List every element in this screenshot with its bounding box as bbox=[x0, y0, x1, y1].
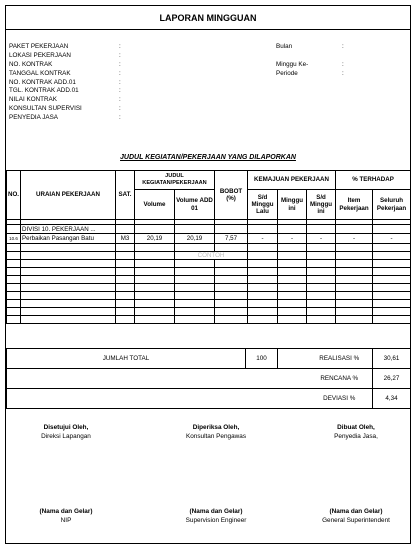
info-label: NO. KONTRAK ADD.01 bbox=[9, 78, 76, 86]
info-colon: : bbox=[119, 87, 121, 95]
signature-checker bbox=[166, 424, 266, 440]
info-colon: : bbox=[119, 96, 121, 104]
cell-no: 10.6 bbox=[7, 234, 21, 244]
rencana-value: 26,27 bbox=[373, 369, 411, 389]
info-colon: : bbox=[119, 60, 121, 68]
signature-name: (Nama dan Gelar) bbox=[189, 508, 243, 515]
info-colon: : bbox=[119, 69, 121, 77]
info-colon: : bbox=[119, 105, 121, 113]
info-row bbox=[9, 52, 129, 61]
info-colon: : bbox=[119, 43, 121, 50]
col-volume-add: Volume ADD 01 bbox=[175, 190, 215, 220]
rencana-label: RENCANA % bbox=[307, 369, 373, 389]
cell-sd-ini: - bbox=[307, 234, 336, 244]
info-row bbox=[9, 105, 129, 114]
info-label: PAKET PEKERJAAN bbox=[9, 43, 69, 50]
info-label: NILAI KONTRAK bbox=[9, 96, 57, 104]
info-row bbox=[9, 114, 129, 123]
cell-volume-add bbox=[175, 225, 215, 234]
signature-id: Supervision Engineer bbox=[185, 517, 247, 524]
signature-role: Penyedia Jasa, bbox=[334, 433, 378, 440]
col-sat: SAT. bbox=[116, 171, 135, 220]
table-row bbox=[7, 284, 411, 292]
signature-heading: Disetujui Oleh, bbox=[43, 424, 89, 431]
signature-maker bbox=[306, 424, 406, 440]
col-seluruh: Seluruh Pekerjaan bbox=[373, 190, 411, 220]
info-colon: : bbox=[342, 43, 344, 50]
info-label: LOKASI PEKERJAAN bbox=[9, 51, 71, 59]
signature-approver-name bbox=[16, 508, 116, 524]
info-label: PENYEDIA JASA bbox=[9, 114, 58, 122]
cell-bobot bbox=[215, 225, 248, 234]
table-row bbox=[7, 316, 411, 324]
jumlah-total-label: JUMLAH TOTAL bbox=[7, 349, 246, 369]
info-label: KONSULTAN SUPERVISI bbox=[9, 105, 82, 113]
col-bobot: BOBOT (%) bbox=[215, 171, 248, 220]
cell-seluruh bbox=[373, 225, 411, 234]
info-label: TANGGAL KONTRAK bbox=[9, 69, 71, 77]
info-label: Minggu Ke- bbox=[276, 60, 309, 68]
cell-sd-lalu: - bbox=[248, 234, 278, 244]
signature-heading: Dibuat Oleh, bbox=[337, 424, 375, 431]
report-title: LAPORAN MINGGUAN bbox=[6, 6, 410, 30]
col-terhadap: % TERHADAP bbox=[336, 171, 411, 190]
info-row bbox=[9, 70, 129, 79]
section-subtitle: JUDUL KEGIATAN/PEKERJAAN YANG DILAPORKAN bbox=[120, 154, 296, 161]
cell-sd-ini bbox=[307, 225, 336, 234]
table-row bbox=[7, 234, 411, 244]
info-row bbox=[9, 43, 129, 52]
table-row bbox=[7, 308, 411, 316]
info-row bbox=[276, 70, 344, 79]
info-row bbox=[276, 52, 344, 61]
report-page bbox=[5, 5, 411, 544]
table-row bbox=[7, 225, 411, 234]
project-info bbox=[9, 43, 129, 123]
col-minggu-ini: Minggu ini bbox=[278, 190, 307, 220]
table-row bbox=[7, 276, 411, 284]
signature-role: Konsultan Pengawas bbox=[185, 433, 247, 440]
progress-table bbox=[6, 170, 411, 324]
info-label: TGL. KONTRAK ADD.01 bbox=[9, 87, 79, 95]
table-row bbox=[7, 268, 411, 276]
signature-maker-name bbox=[306, 508, 406, 524]
cell-volume: 20,19 bbox=[135, 234, 175, 244]
cell-minggu-ini bbox=[278, 225, 307, 234]
info-colon: : bbox=[119, 51, 121, 59]
signature-name: (Nama dan Gelar) bbox=[329, 508, 383, 515]
col-uraian: URAIAN PEKERJAAN bbox=[21, 171, 116, 220]
info-row bbox=[9, 87, 129, 96]
signature-id: General Superintendent bbox=[322, 517, 390, 524]
col-kemajuan: KEMAJUAN PEKERJAAN bbox=[248, 171, 336, 190]
signature-approver bbox=[16, 424, 116, 440]
info-label: Bulan bbox=[276, 43, 293, 50]
col-sd-ini: S/d Minggu ini bbox=[307, 190, 336, 220]
realisasi-label: REALISASI % bbox=[307, 349, 373, 369]
cell-no bbox=[7, 225, 21, 234]
cell-volume-add: 20,19 bbox=[175, 234, 215, 244]
signature-heading: Diperiksa Oleh, bbox=[192, 424, 240, 431]
col-volume: Volume bbox=[135, 190, 175, 220]
watermark: CONTOH bbox=[175, 252, 248, 260]
info-colon: : bbox=[119, 114, 121, 122]
table-row bbox=[7, 260, 411, 268]
info-row bbox=[276, 43, 344, 52]
col-no: NO. bbox=[7, 171, 21, 220]
table-row bbox=[7, 292, 411, 300]
info-colon: : bbox=[119, 78, 121, 86]
table-row bbox=[7, 252, 411, 260]
cell-seluruh: - bbox=[373, 234, 411, 244]
cell-volume bbox=[135, 225, 175, 234]
info-row bbox=[9, 61, 129, 70]
info-label bbox=[276, 52, 342, 61]
cell-sat: M3 bbox=[116, 234, 135, 244]
signature-id: NIP bbox=[60, 517, 72, 524]
info-label: NO. KONTRAK bbox=[9, 60, 53, 68]
col-item: Item Pekerjaan bbox=[336, 190, 373, 220]
cell-uraian: DIVISI 10. PEKERJAAN ... bbox=[21, 225, 116, 234]
deviasi-value: 4,34 bbox=[373, 389, 411, 409]
info-row bbox=[9, 96, 129, 105]
cell-sat bbox=[116, 225, 135, 234]
info-label: Periode bbox=[276, 69, 298, 77]
signature-section bbox=[6, 404, 410, 544]
period-info bbox=[276, 43, 344, 79]
realisasi-value: 30,61 bbox=[373, 349, 411, 369]
cell-item: - bbox=[336, 234, 373, 244]
signature-role: Direksi Lapangan bbox=[41, 433, 91, 440]
cell-item bbox=[336, 225, 373, 234]
info-row bbox=[9, 79, 129, 88]
deviasi-label: DEVIASI % bbox=[307, 389, 373, 409]
info-colon: : bbox=[342, 60, 344, 68]
cell-uraian: Perbaikan Pasangan Batu bbox=[21, 234, 116, 244]
col-judul: JUDUL KEGIATAN/PEKERJAAN bbox=[135, 171, 215, 190]
info-row bbox=[276, 61, 344, 70]
cell-minggu-ini: - bbox=[278, 234, 307, 244]
signature-name: (Nama dan Gelar) bbox=[39, 508, 93, 515]
total-kemajuan: 100 bbox=[246, 349, 278, 369]
cell-bobot: 7,57 bbox=[215, 234, 248, 244]
table-row bbox=[7, 244, 411, 252]
table-row bbox=[7, 300, 411, 308]
cell-sd-lalu bbox=[248, 225, 278, 234]
summary-table bbox=[6, 348, 411, 409]
signature-checker-name bbox=[166, 508, 266, 524]
col-sd-lalu: S/d Minggu Lalu bbox=[248, 190, 278, 220]
info-colon: : bbox=[342, 69, 344, 77]
